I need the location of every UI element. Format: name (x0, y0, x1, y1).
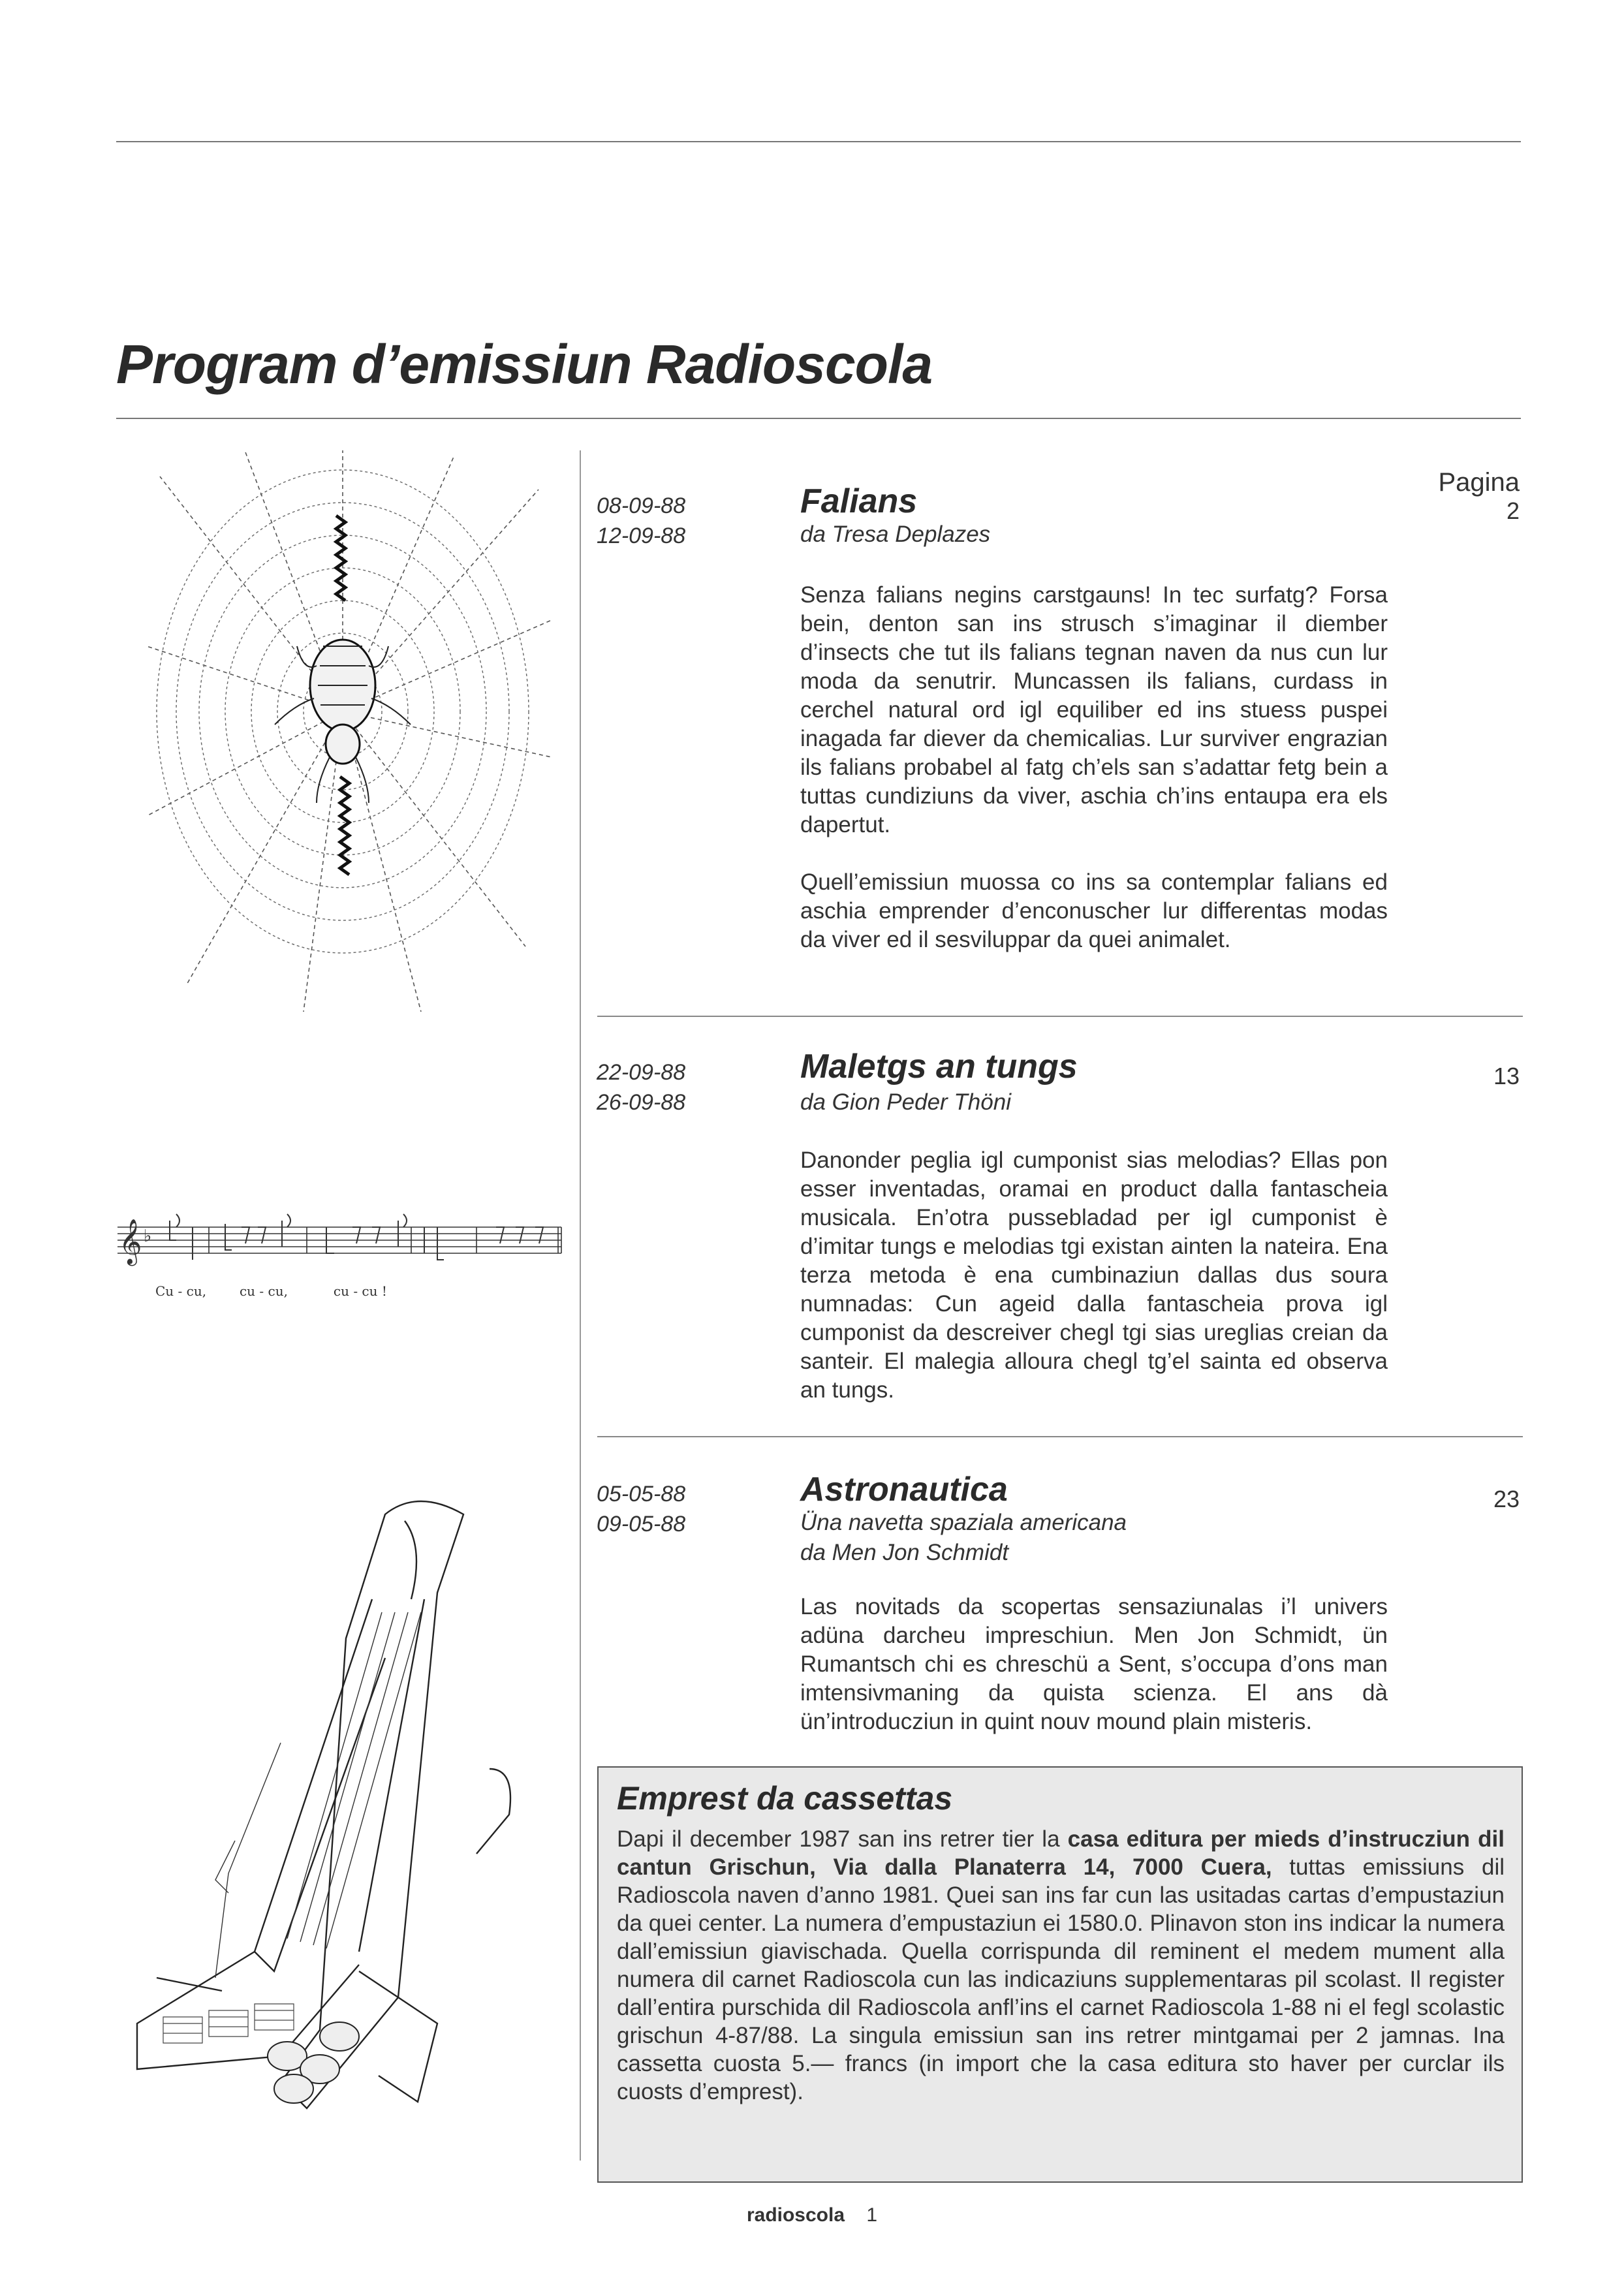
space-shuttle-illustration (124, 1482, 581, 2147)
program-3-subtitle: Üna navetta spaziala americana (800, 1510, 1127, 1535)
footer-page-number: 1 (866, 2204, 878, 2226)
program-1-author: da Tresa Deplazes (800, 522, 991, 547)
music-notation-illustration (111, 1201, 568, 1292)
program-2-page: 13 (1493, 1063, 1520, 1089)
program-3-author: da Men Jon Schmidt (800, 1540, 1009, 1565)
program-2-date-end: 26-09-88 (597, 1090, 686, 1115)
program-3-date-end: 09-05-88 (597, 1512, 686, 1537)
pagina-label: Pagina (1438, 468, 1520, 497)
program-3-body: Las novitads da scopertas sensaziunalas i’l univers adüna darcheu impreschiun. Men Jon Schmidt, ün Rumantsch chi es chreschü a Sent, s’occupa d’ons man imtensivmaning da quista scienza. El ans dà ün’introducziun in quint nouv mound plain misteris. (800, 1594, 1388, 1734)
program-3-title: Astronautica (800, 1471, 1008, 1508)
section-divider-1 (597, 1016, 1523, 1017)
program-1-page: 2 (1506, 497, 1520, 524)
program-3-date-start: 05-05-88 (597, 1482, 686, 1507)
top-rule (116, 141, 1521, 142)
program-1-title: Falians (800, 482, 918, 520)
spider-web-illustration (147, 450, 552, 1012)
svg-text:♭: ♭ (144, 1226, 152, 1246)
program-2-dates (597, 1057, 685, 1117)
footer-brand: radioscola (746, 2204, 845, 2226)
cassette-box-text-start: Dapi il december 1987 san ins retrer tier la (617, 1826, 1068, 1852)
title-rule (116, 418, 1521, 419)
program-1-dates (597, 491, 685, 551)
program-3-page: 23 (1493, 1486, 1520, 1512)
page-footer (0, 2204, 1624, 2226)
program-2-body: Danonder peglia igl cumponist sias melodias? Ellas pon esser inventadas, oramai en product dalla fantascheia musicala. En’otra pussebladad per igl cumponist è d’imitar tungs e melodias tgi existan ainten la nateira. Ena terza metoda è ena cumbinaziun dallas dus soura numnadas: Cun ageid dalla fantascheia prova igl cumponist da descreiver chegl tgi sias ureglias creian da santeir. El malegia alloura chegl tg’el sainta ed observa an tungs. (800, 1148, 1388, 1403)
cassette-box-text-end: tuttas emissiuns dil Radioscola naven d’anno 1981. Quei san ins far cun las usitadas cartas d’empustaziun da quei center. La numera d’empustaziun ei 1580.0. Plinavon ston ins indicar la numera dall’emissiun giavischada. Quella corrispunda dil reminent el medem mument alla numera dil carnet Radioscola cun las indicaziuns supplementaras pil scolast. Il register dall’entira purschida dil Radioscola anfl’ins el carnet Radioscola 1-88 ni el fegl scolastic grischun 4-87/88. La singula emissiun san ins retrer mintgamai per 2 jamnas. Ina cassetta cuosta 5.— francs (in import che la casa editura sto haver per curclar ils cuosts d’emprest). (617, 1854, 1505, 2104)
program-1-date-end: 12-09-88 (597, 523, 686, 548)
program-1-body: Senza falians negins carstgauns! In tec surfatg? Forsa bein, denton san ins strusch s’imaginar il diember d’insects che tut ils falians tegnan naven da nus cun lur moda da senutrir. Muncassen ils falians, curdass in cerchel natural ord igl equiliber ed ins stuess puspei inagada far diever da chemicalias. Lur surviver engrazian ils falians probabel al fatg ch’els san s’adattar fetg bein a tuttas cundiziuns da viver, aschia ch’ins entaupa era els dapertut. (800, 582, 1388, 837)
cassette-box-address: casa editura per mieds d’instrucziun dil cantun Grischun, Via dalla Planaterra 14, 7000 Cuera, (617, 1826, 1505, 1880)
cassette-loan-box (597, 1766, 1523, 2183)
cassette-box-title: Emprest da cassettas (617, 1780, 953, 1817)
program-2-author: da Gion Peder Thöni (800, 1089, 1011, 1115)
svg-text:𝄞: 𝄞 (119, 1219, 142, 1264)
program-2-date-start: 22-09-88 (597, 1060, 686, 1085)
program-1-date-start: 08-09-88 (597, 493, 686, 518)
pagina-header (1438, 466, 1520, 499)
cassette-box-text (617, 1825, 1505, 2106)
program-3-dates (597, 1479, 685, 1539)
music-lyrics: Cu - cu, cu - cu, cu - cu ! (155, 1283, 387, 1299)
program-1-body-2: Quell’emissiun muossa co ins sa contemplar falians ed aschia emprender d’enconuscher lur differentas modas da viver ed il sesviluppar da quei animalet. (800, 869, 1388, 952)
page-title: Program d’emissiun Radioscola (116, 334, 933, 395)
program-2-title: Maletgs an tungs (800, 1048, 1078, 1085)
section-divider-2 (597, 1436, 1523, 1437)
